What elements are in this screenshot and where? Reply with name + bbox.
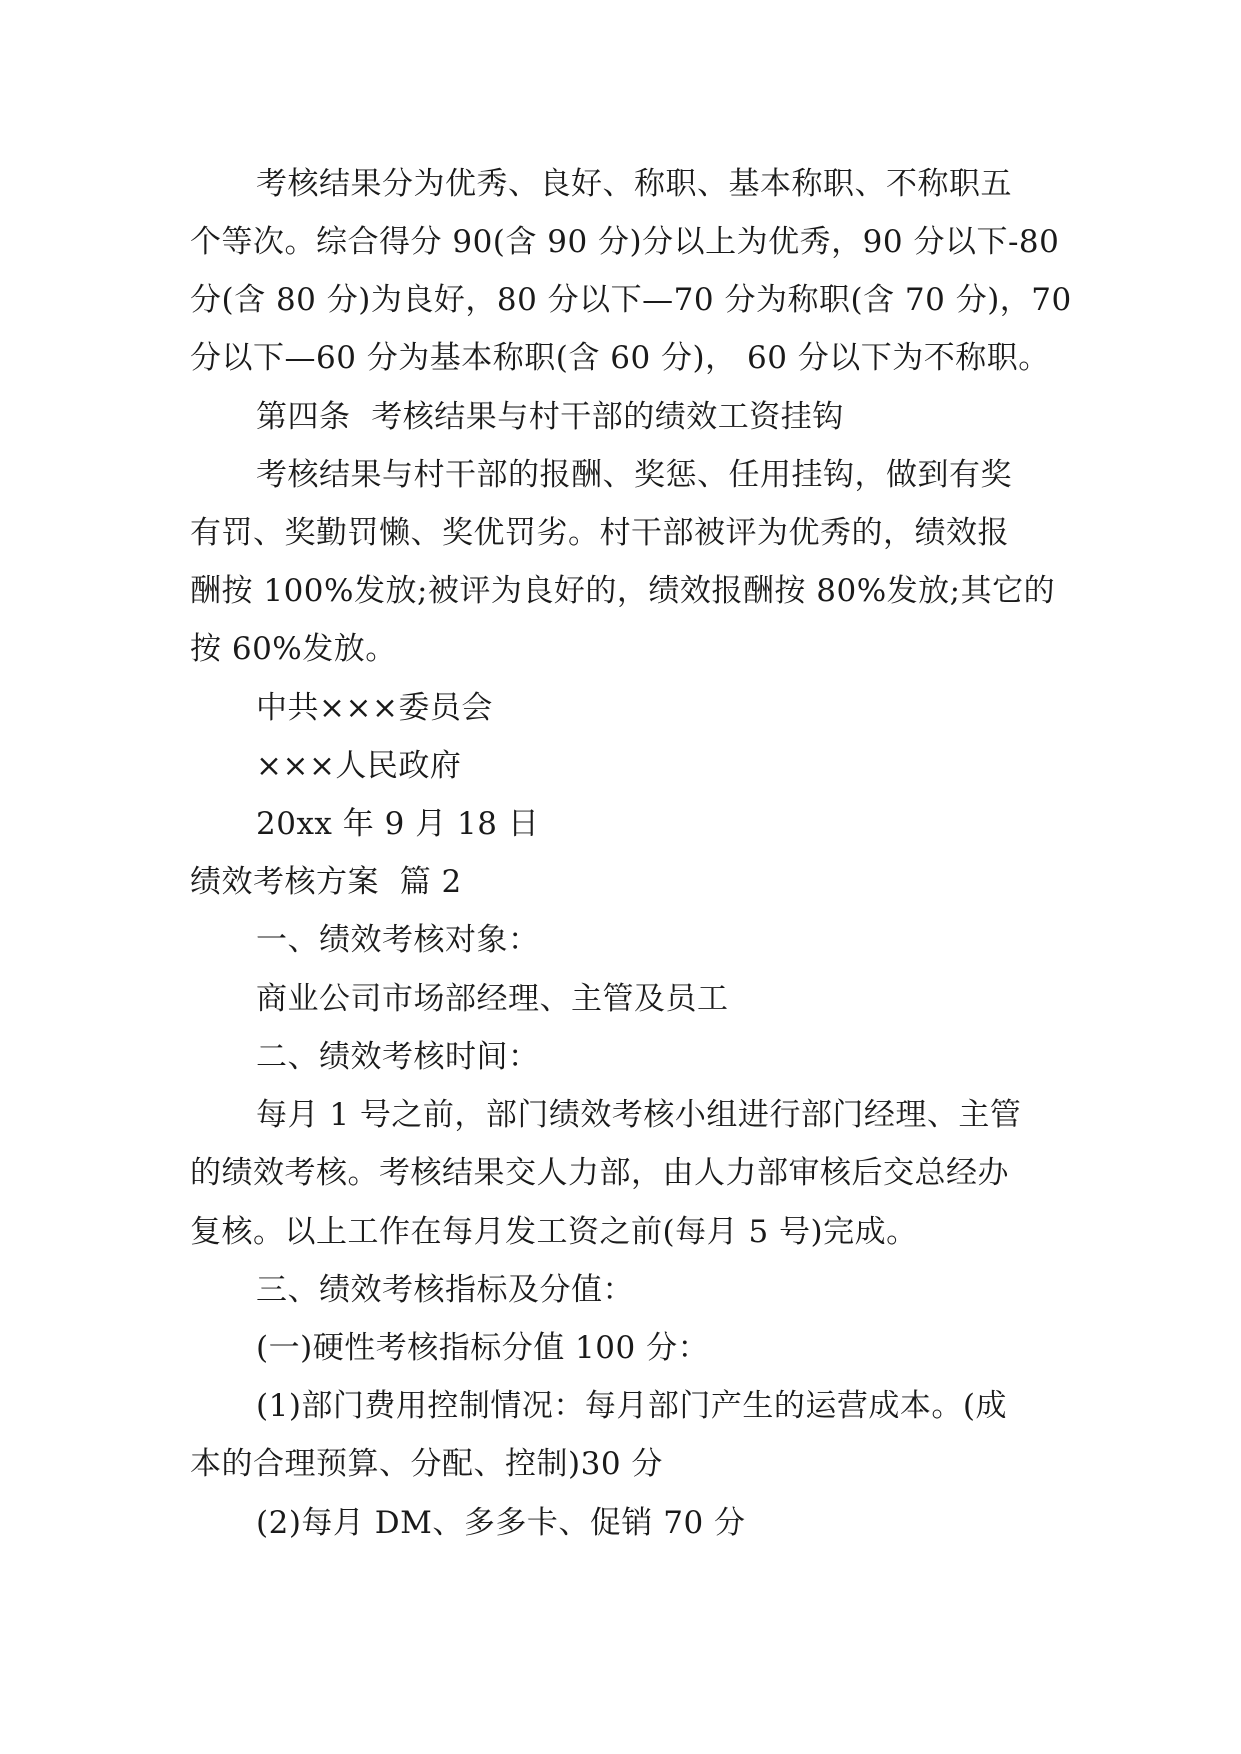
text-line: 本的合理预算、分配、控制)30 分	[190, 1446, 663, 1482]
text-line: 考核结果与村干部的报酬、奖惩、任用挂钩，做到有奖	[256, 457, 1012, 493]
signature-org-1: 中共×××委员会	[256, 690, 493, 726]
text-line: 酬按 100%发放;被评为良好的，绩效报酬按 80%发放;其它的	[190, 573, 1056, 609]
text-line: 的绩效考核。考核结果交人力部，由人力部审核后交总经办	[190, 1155, 1009, 1191]
text-line: 分(含 80 分)为良好，80 分以下—70 分为称职(含 70 分)，70	[190, 282, 1072, 318]
text-line: 有罚、奖勤罚懒、奖优罚劣。村干部被评为优秀的，绩效报	[190, 515, 1009, 551]
text-line: (一)硬性考核指标分值 100 分：	[256, 1330, 710, 1366]
text-line: (2)每月 DM、多多卡、促销 70 分	[256, 1505, 746, 1541]
text-line: 个等次。综合得分 90(含 90 分)分以上为优秀，90 分以下-80	[190, 224, 1060, 260]
signature-org-2: ×××人民政府	[256, 748, 462, 784]
document-title: 绩效考核方案 篇 2	[190, 864, 462, 900]
text-line: 复核。以上工作在每月发工资之前(每月 5 号)完成。	[190, 1214, 918, 1250]
text-line: 分以下—60 分为基本称职(含 60 分)， 60 分以下为不称职。	[190, 340, 1050, 376]
section-heading: 二、绩效考核时间：	[256, 1039, 540, 1075]
section-heading: 一、绩效考核对象：	[256, 922, 540, 958]
text-line: 商业公司市场部经理、主管及员工	[256, 981, 729, 1017]
signature-date: 20xx 年 9 月 18 日	[256, 806, 540, 842]
text-line: 按 60%发放。	[190, 631, 397, 667]
section-heading: 三、绩效考核指标及分值：	[256, 1272, 634, 1308]
text-line: (1)部门费用控制情况：每月部门产生的运营成本。(成	[256, 1388, 1008, 1424]
text-line: 每月 1 号之前，部门绩效考核小组进行部门经理、主管	[256, 1097, 1022, 1133]
text-line: 考核结果分为优秀、良好、称职、基本称职、不称职五	[256, 166, 1012, 202]
section-heading: 第四条 考核结果与村干部的绩效工资挂钩	[256, 399, 844, 435]
